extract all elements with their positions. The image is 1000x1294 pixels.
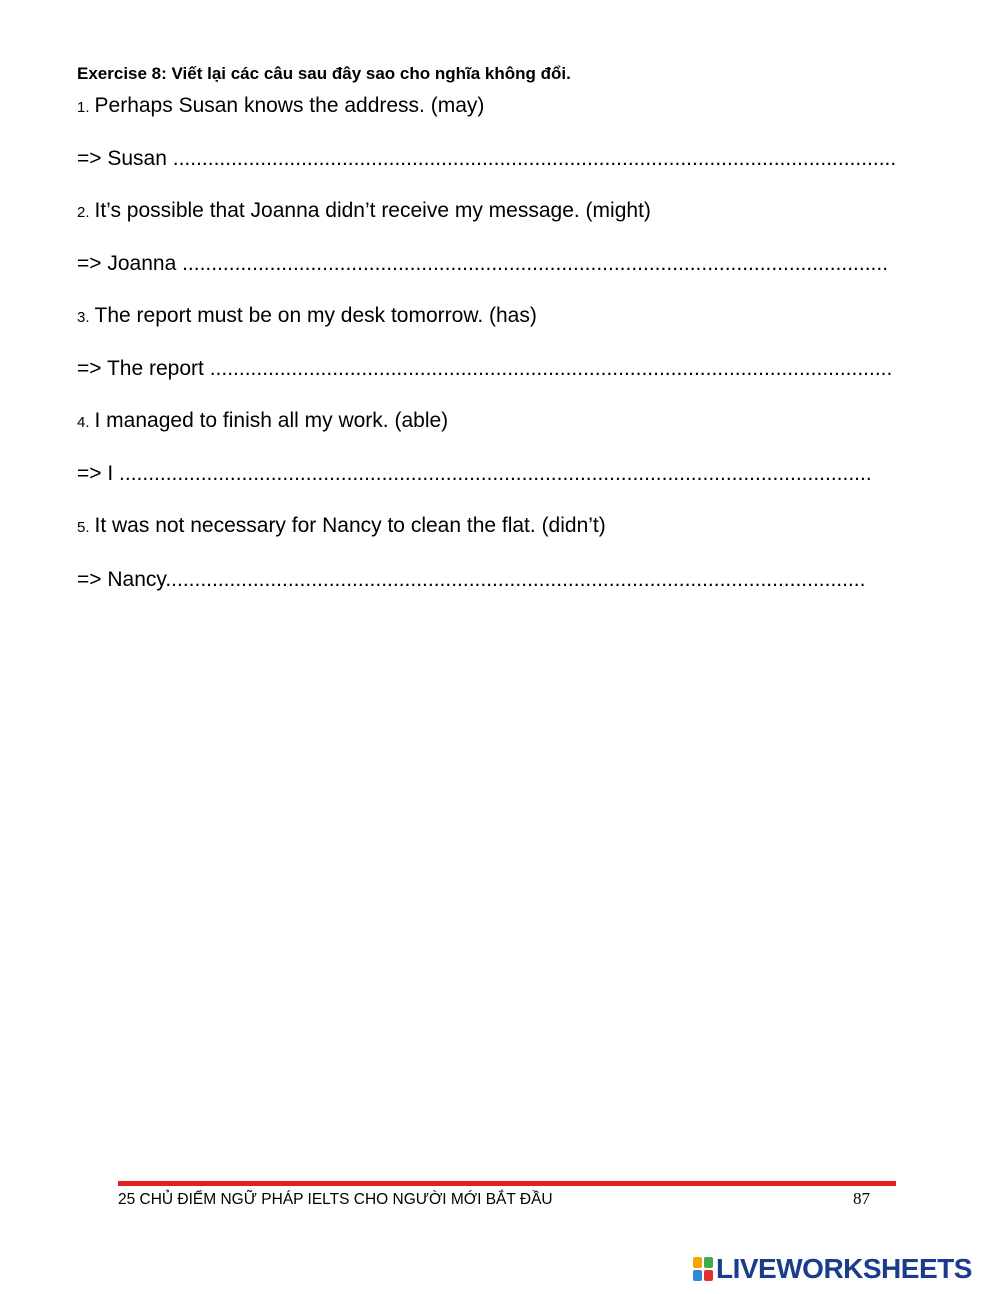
question-prompt: The report must be on my desk tomorrow. (has)	[94, 304, 537, 327]
question-prompt: I managed to finish all my work. (able)	[94, 409, 449, 432]
question-prompt: Perhaps Susan knows the address. (may)	[94, 94, 485, 117]
question-2	[77, 197, 651, 227]
page-number: 87	[853, 1189, 870, 1208]
answer-line-1[interactable]: => Susan ............................................................................................................................	[77, 147, 897, 170]
question-4	[77, 407, 448, 437]
question-number: 5.	[77, 519, 90, 536]
answer-line-4[interactable]: => I .................................................................................................................................	[77, 462, 872, 485]
answer-line-5[interactable]: => Nancy........................................................................................................................	[77, 568, 866, 591]
question-5	[77, 512, 606, 542]
question-prompt: It’s possible that Joanna didn’t receive my message. (might)	[94, 199, 651, 222]
liveworksheets-brand[interactable]	[693, 1254, 972, 1284]
footer-rule	[118, 1181, 896, 1186]
answer-line-2[interactable]: => Joanna .........................................................................................................................	[77, 252, 889, 275]
question-prompt: It was not necessary for Nancy to clean the flat. (didn’t)	[94, 514, 606, 537]
question-number: 2.	[77, 204, 90, 221]
footer-book-title: 25 CHỦ ĐIỂM NGỮ PHÁP IELTS CHO NGƯỜI MỚI BẮT ĐẦU	[118, 1191, 553, 1208]
question-1	[77, 92, 484, 122]
brand-name: LIVEWORKSHEETS	[716, 1253, 972, 1284]
question-3	[77, 302, 537, 332]
answer-line-3[interactable]: => The report .....................................................................................................................	[77, 357, 893, 380]
liveworksheets-logo-icon	[693, 1257, 713, 1281]
question-number: 1.	[77, 99, 90, 116]
exercise-heading: Exercise 8: Viết lại các câu sau đây sao cho nghĩa không đổi.	[77, 64, 571, 83]
question-number: 4.	[77, 414, 90, 431]
question-number: 3.	[77, 309, 90, 326]
